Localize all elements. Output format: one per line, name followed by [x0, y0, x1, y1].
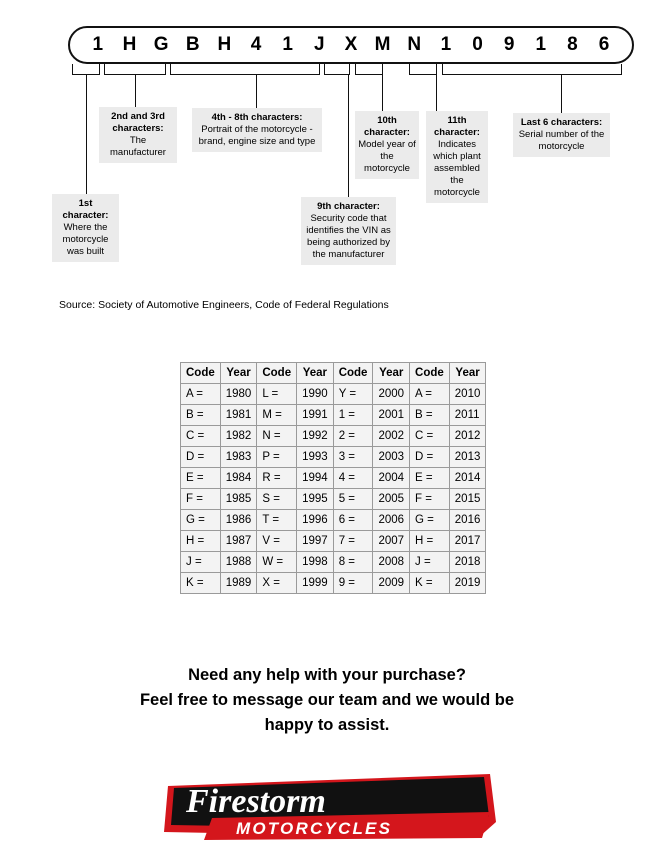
table-cell: 2018 [449, 552, 486, 573]
callout-last-six-characters [513, 113, 610, 157]
table-row [181, 573, 486, 594]
vin-number-box [68, 26, 634, 64]
table-row [181, 510, 486, 531]
table-cell: R = [257, 468, 297, 489]
table-cell: 1998 [297, 552, 334, 573]
vin-char: H [217, 34, 232, 55]
table-row [181, 405, 486, 426]
table-cell: 1984 [220, 468, 257, 489]
bracket-line [99, 64, 100, 74]
bracket-line [355, 64, 356, 74]
table-cell: 2012 [449, 426, 486, 447]
table-cell: 9 = [333, 573, 373, 594]
table-cell: K = [410, 573, 450, 594]
help-message [67, 663, 587, 738]
bracket-line [319, 64, 320, 74]
column-header: Year [373, 363, 410, 384]
table-cell: 1986 [220, 510, 257, 531]
bracket-line [621, 64, 622, 74]
table-cell: Y = [333, 384, 373, 405]
help-line-1: Need any help with your purchase? [188, 666, 466, 684]
callout-body: Where the motorcycle was built [62, 222, 109, 257]
table-cell: C = [181, 426, 221, 447]
leader-line [561, 74, 562, 113]
table-cell: W = [257, 552, 297, 573]
table-cell: 1996 [297, 510, 334, 531]
vin-char: J [314, 34, 325, 55]
vin-char: 1 [282, 34, 293, 55]
callout-eleventh-character [426, 111, 488, 203]
table-cell: J = [181, 552, 221, 573]
table-cell: H = [410, 531, 450, 552]
table-cell: B = [410, 405, 450, 426]
table-cell: 2007 [373, 531, 410, 552]
vin-char: M [374, 34, 391, 55]
column-header: Year [449, 363, 486, 384]
table-cell: 4 = [333, 468, 373, 489]
table-cell: 1997 [297, 531, 334, 552]
table-cell: 2009 [373, 573, 410, 594]
table-cell: 2010 [449, 384, 486, 405]
table-row [181, 552, 486, 573]
table-cell: S = [257, 489, 297, 510]
callout-ninth-character [301, 197, 396, 265]
table-cell: N = [257, 426, 297, 447]
bracket-line [324, 74, 350, 75]
table-cell: E = [181, 468, 221, 489]
column-header: Code [257, 363, 297, 384]
bracket-line [165, 64, 166, 74]
table-cell: 1989 [220, 573, 257, 594]
callout-title: 10th character: [364, 115, 410, 138]
callout-title: 9th character: [317, 201, 380, 212]
callout-second-third-characters [99, 107, 177, 163]
source-note: Source: Society of Automotive Engineers, Code of Federal Regulations [59, 299, 389, 311]
callout-tenth-character [355, 111, 419, 179]
leader-line [256, 74, 257, 108]
table-cell: T = [257, 510, 297, 531]
table-cell: L = [257, 384, 297, 405]
table-header-row [181, 363, 486, 384]
callout-body: Indicates which plant assembled the motorcycle [433, 139, 481, 198]
table-cell: 3 = [333, 447, 373, 468]
table-cell: 2011 [449, 405, 486, 426]
vin-char: 0 [472, 34, 483, 55]
table-cell: V = [257, 531, 297, 552]
table-row [181, 447, 486, 468]
vin-char: B [185, 34, 200, 55]
callout-body: Serial number of the motorcycle [518, 129, 605, 152]
leader-line [348, 74, 349, 197]
table-cell: 1981 [220, 405, 257, 426]
table-cell: 2002 [373, 426, 410, 447]
bracket-line [349, 64, 350, 74]
table-cell: D = [410, 447, 450, 468]
table-cell: G = [181, 510, 221, 531]
vin-char: 1 [92, 34, 104, 55]
table-cell: 7 = [333, 531, 373, 552]
table-row [181, 468, 486, 489]
table-cell: 2008 [373, 552, 410, 573]
vin-char: 1 [535, 34, 547, 55]
table-cell: B = [181, 405, 221, 426]
bracket-line [382, 64, 383, 74]
leader-line [382, 74, 383, 111]
table-cell: 1987 [220, 531, 257, 552]
table-cell: 1 = [333, 405, 373, 426]
vin-char: 6 [598, 34, 610, 55]
table-cell: 1983 [220, 447, 257, 468]
bracket-line [355, 74, 383, 75]
table-cell: 1992 [297, 426, 334, 447]
table-cell: F = [410, 489, 450, 510]
table-cell: 8 = [333, 552, 373, 573]
table-cell: D = [181, 447, 221, 468]
table-cell: P = [257, 447, 297, 468]
table-cell: 2006 [373, 510, 410, 531]
table-cell: A = [410, 384, 450, 405]
table-cell: H = [181, 531, 221, 552]
callout-title: 11th character: [434, 115, 480, 138]
bracket-line [409, 74, 437, 75]
vin-char: X [344, 34, 358, 55]
table-cell: 2016 [449, 510, 486, 531]
column-header: Code [333, 363, 373, 384]
table-cell: C = [410, 426, 450, 447]
table-cell: K = [181, 573, 221, 594]
column-header: Year [297, 363, 334, 384]
table-cell: 2017 [449, 531, 486, 552]
bracket-line [104, 64, 105, 74]
bracket-line [324, 64, 325, 74]
table-cell: X = [257, 573, 297, 594]
leader-line [135, 74, 136, 107]
leader-line [436, 74, 437, 111]
table-cell: F = [181, 489, 221, 510]
table-cell: 1982 [220, 426, 257, 447]
vin-char: 8 [567, 34, 578, 55]
table-cell: 2005 [373, 489, 410, 510]
table-cell: G = [410, 510, 450, 531]
table-cell: 2001 [373, 405, 410, 426]
leader-line [86, 74, 87, 194]
table-row [181, 384, 486, 405]
bracket-line [436, 64, 437, 74]
model-year-code-table [180, 362, 486, 594]
help-line-3: happy to assist. [264, 716, 390, 734]
firestorm-motorcycles-logo [160, 768, 500, 846]
vin-char: 9 [503, 34, 515, 55]
table-cell: 1993 [297, 447, 334, 468]
table-cell: 5 = [333, 489, 373, 510]
table-cell: 1988 [220, 552, 257, 573]
table-cell: 2004 [373, 468, 410, 489]
table-cell: 2 = [333, 426, 373, 447]
bracket-line [72, 64, 73, 74]
table-row [181, 531, 486, 552]
table-cell: 1985 [220, 489, 257, 510]
callout-fourth-eighth-characters [192, 108, 322, 152]
bracket-line [442, 74, 622, 75]
bracket-line [170, 74, 320, 75]
help-line-2: Feel free to message our team and we would be [139, 691, 515, 709]
logo-primary-text: Firestorm [186, 783, 326, 820]
callout-title: 4th - 8th characters: [211, 112, 303, 123]
callout-body: Security code that identifies the VIN as being authorized by the manufacturer [306, 213, 391, 260]
table-cell: 1980 [220, 384, 257, 405]
callout-body: The manufacturer [110, 135, 166, 158]
table-cell: 2014 [449, 468, 486, 489]
column-header: Year [220, 363, 257, 384]
table-cell: 2015 [449, 489, 486, 510]
table-row [181, 426, 486, 447]
vin-char: 1 [440, 34, 452, 55]
table-cell: E = [410, 468, 450, 489]
table-cell: 1995 [297, 489, 334, 510]
table-cell: 6 = [333, 510, 373, 531]
table-cell: 2003 [373, 447, 410, 468]
callout-title: Last 6 characters: [520, 117, 603, 128]
callout-body: Model year of the motorcycle [358, 139, 416, 174]
table-cell: J = [410, 552, 450, 573]
table-cell: 1991 [297, 405, 334, 426]
vin-char: G [153, 34, 169, 55]
bracket-line [442, 64, 443, 74]
bracket-line [170, 64, 171, 74]
callout-title: 2nd and 3rd characters: [111, 111, 165, 134]
table-cell: M = [257, 405, 297, 426]
table-cell: 2000 [373, 384, 410, 405]
table-row [181, 489, 486, 510]
column-header: Code [410, 363, 450, 384]
table-cell: A = [181, 384, 221, 405]
column-header: Code [181, 363, 221, 384]
table-cell: 1990 [297, 384, 334, 405]
table-cell: 2013 [449, 447, 486, 468]
callout-body: Portrait of the motorcycle - brand, engine size and type [198, 124, 316, 147]
callout-title: 1st character: [62, 198, 109, 221]
vin-char: H [122, 34, 137, 55]
callout-first-character [52, 194, 119, 262]
table-cell: 2019 [449, 573, 486, 594]
logo-secondary-text: MOTORCYCLES [236, 819, 393, 838]
bracket-line [409, 64, 410, 74]
table-cell: 1994 [297, 468, 334, 489]
vin-char: 4 [250, 34, 262, 55]
table-cell: 1999 [297, 573, 334, 594]
vin-char: N [407, 34, 422, 55]
